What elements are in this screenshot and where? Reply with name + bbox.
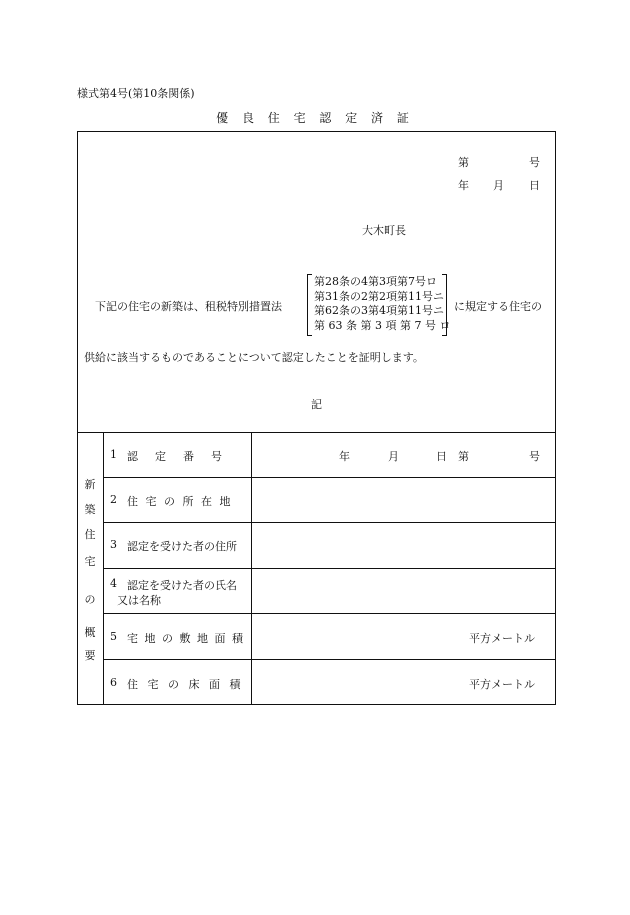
date-day-label: 日 (529, 179, 540, 192)
side-label-char: 新 (84, 478, 96, 491)
row1-number-prefix: 第 (458, 450, 469, 463)
date-year-label: 年 (458, 179, 469, 192)
form-number-label: 様式第4号(第10条関係) (77, 87, 195, 100)
date-month-label: 月 (493, 179, 504, 192)
row1-number-suffix: 号 (529, 450, 540, 463)
row-divider (103, 522, 556, 523)
side-label-char: 概 (84, 626, 96, 639)
law-reference-3: 第62条の3第4項第11号ニ (314, 304, 444, 317)
row-label-certified-address: 認定を受けた者の住所 (127, 540, 237, 553)
row-number: 6 (110, 676, 117, 689)
row1-year: 年 (339, 450, 350, 463)
row1-day: 日 (436, 450, 447, 463)
row-divider (103, 568, 556, 569)
certification-statement: 供給に該当するものであることについて認定したことを証明します。 (84, 351, 424, 364)
row-label-floor-area: 住 宅 の 床 面 積 (127, 678, 244, 691)
side-label-char: 宅 (84, 555, 96, 568)
row-label-certification-number: 認 定 番 号 (127, 450, 225, 463)
law-reference-1: 第28条の4第3項第7号ロ (314, 275, 437, 288)
intro-text: 下記の住宅の新築は、租税特別措置法 (95, 300, 282, 313)
row-divider (103, 613, 556, 614)
law-reference-2: 第31条の2第2項第11号ニ (314, 289, 444, 303)
issuer-name: 大木町長 (362, 224, 406, 237)
side-label-char: 要 (84, 649, 96, 662)
site-area-unit: 平方メートル (469, 632, 535, 645)
row1-month: 月 (388, 450, 399, 463)
cert-number-suffix: 号 (529, 156, 540, 169)
row-divider (103, 477, 556, 478)
row-label-certified-name: 認定を受けた者の氏名 (127, 579, 237, 592)
row-number: 2 (110, 493, 117, 506)
row-number: 3 (110, 538, 117, 551)
side-label-char: 築 (84, 503, 96, 516)
row-label-site-area: 宅 地 の 敷 地 面 積 (127, 632, 245, 645)
row-number: 1 (110, 448, 117, 461)
after-refs-text: に規定する住宅の (454, 300, 542, 313)
side-label-char: の (84, 593, 96, 606)
document-title: 優 良 住 宅 認 定 済 証 (216, 111, 414, 125)
law-reference-4: 第 63 条 第 3 項 第 7 号 ロ (314, 318, 451, 332)
row-label-certified-name-line2: 又は名称 (117, 594, 161, 607)
row-label-house-location: 住 宅 の 所 在 地 (127, 495, 233, 508)
side-label-char: 住 (84, 528, 96, 541)
row-number: 5 (110, 630, 117, 643)
cert-number-prefix: 第 (458, 156, 469, 169)
row-divider (103, 659, 556, 660)
left-bracket (307, 274, 312, 336)
row-number: 4 (110, 577, 117, 590)
floor-area-unit: 平方メートル (469, 678, 535, 691)
ki-heading: 記 (311, 398, 322, 411)
